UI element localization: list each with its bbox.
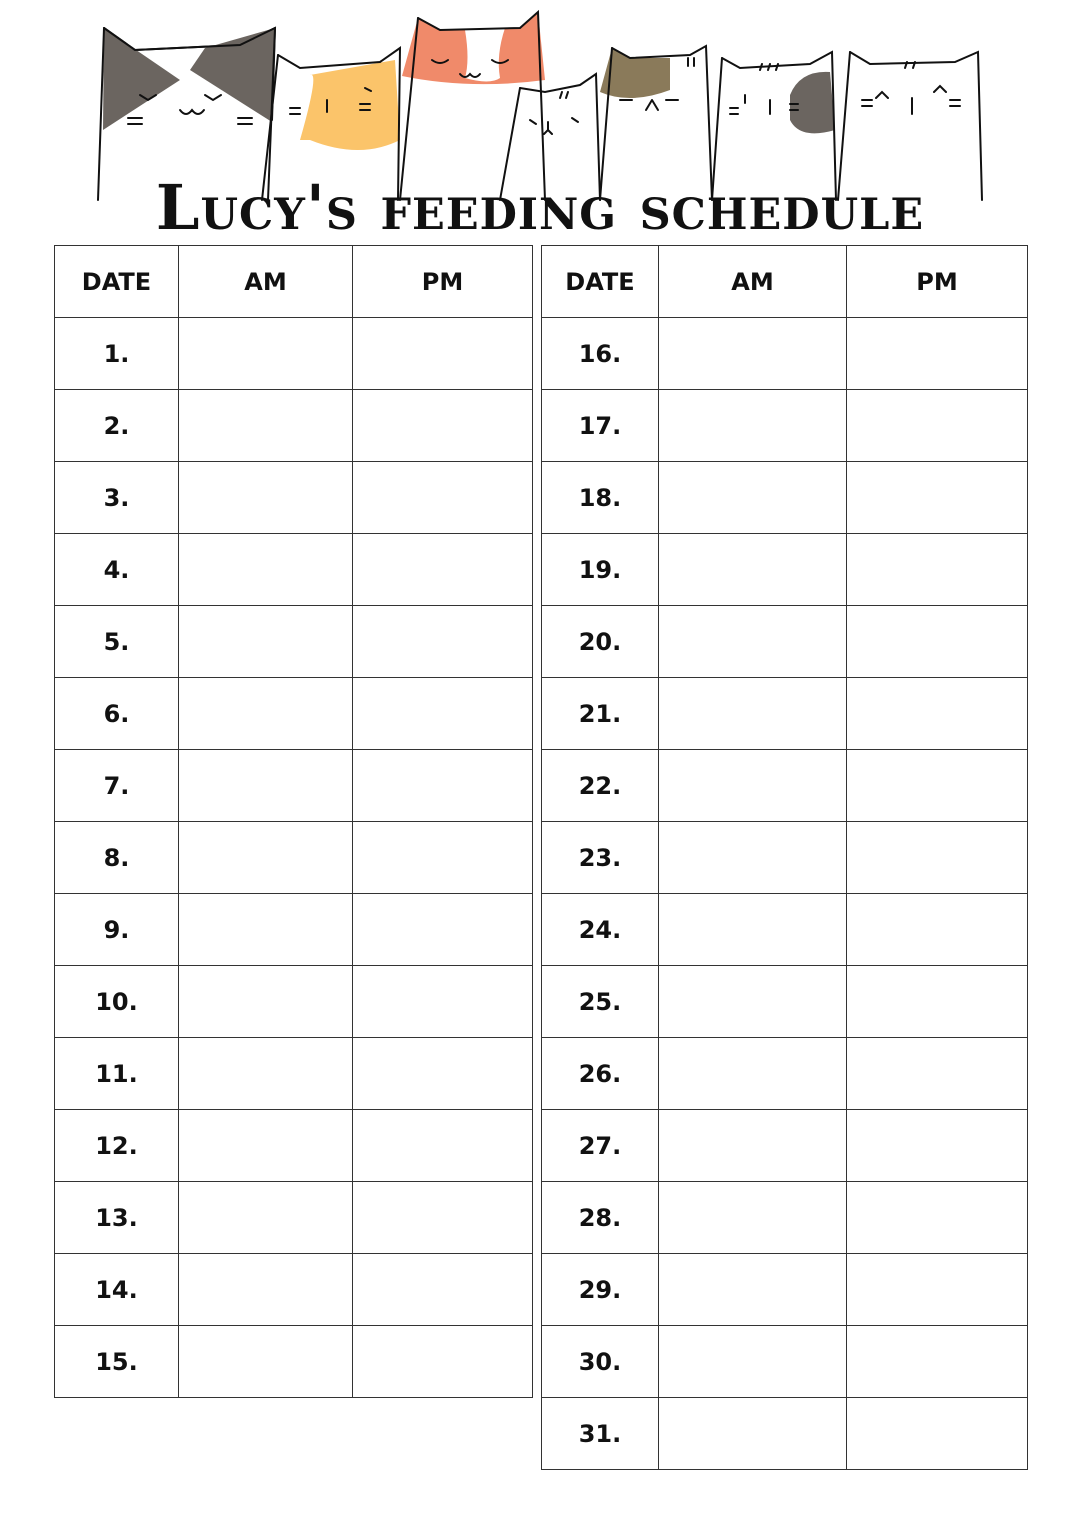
am-cell[interactable]	[659, 318, 847, 390]
table-row	[542, 966, 1028, 1038]
am-cell[interactable]	[659, 1110, 847, 1182]
am-cell[interactable]	[179, 390, 353, 462]
pm-cell[interactable]	[847, 822, 1028, 894]
pm-cell[interactable]	[353, 894, 533, 966]
table-row	[55, 390, 533, 462]
table-row	[542, 606, 1028, 678]
table-row	[542, 822, 1028, 894]
am-cell[interactable]	[179, 606, 353, 678]
pm-cell[interactable]	[847, 966, 1028, 1038]
am-cell[interactable]	[179, 1182, 353, 1254]
date-cell: 25.	[542, 966, 659, 1038]
date-cell: 1.	[55, 318, 179, 390]
pm-cell[interactable]	[353, 966, 533, 1038]
date-cell: 22.	[542, 750, 659, 822]
pm-cell[interactable]	[353, 318, 533, 390]
pm-cell[interactable]	[847, 1038, 1028, 1110]
pm-cell[interactable]	[847, 1254, 1028, 1326]
date-cell: 27.	[542, 1110, 659, 1182]
date-cell: 20.	[542, 606, 659, 678]
table-row	[55, 534, 533, 606]
date-header: DATE	[542, 246, 659, 318]
pm-cell[interactable]	[847, 1398, 1028, 1470]
am-cell[interactable]	[659, 1398, 847, 1470]
pm-cell[interactable]	[353, 1326, 533, 1398]
am-cell[interactable]	[659, 966, 847, 1038]
am-cell[interactable]	[659, 606, 847, 678]
table-row	[55, 318, 533, 390]
am-cell[interactable]	[179, 678, 353, 750]
am-cell[interactable]	[659, 390, 847, 462]
pm-cell[interactable]	[847, 1326, 1028, 1398]
pm-cell[interactable]	[847, 1182, 1028, 1254]
table-row	[542, 534, 1028, 606]
pm-cell[interactable]	[353, 390, 533, 462]
date-cell: 18.	[542, 462, 659, 534]
pm-cell[interactable]	[353, 1182, 533, 1254]
schedule-table-right	[541, 245, 1028, 1470]
am-header: AM	[179, 246, 353, 318]
am-cell[interactable]	[179, 822, 353, 894]
date-cell: 6.	[55, 678, 179, 750]
date-cell: 31.	[542, 1398, 659, 1470]
am-cell[interactable]	[179, 1038, 353, 1110]
am-cell[interactable]	[179, 534, 353, 606]
table-row	[542, 678, 1028, 750]
date-cell: 5.	[55, 606, 179, 678]
pm-header: PM	[847, 246, 1028, 318]
table-row	[542, 1182, 1028, 1254]
pm-cell[interactable]	[353, 822, 533, 894]
table-row	[542, 318, 1028, 390]
table-row	[55, 966, 533, 1038]
table-row	[542, 1110, 1028, 1182]
pm-cell[interactable]	[847, 318, 1028, 390]
date-cell: 24.	[542, 894, 659, 966]
am-cell[interactable]	[659, 1326, 847, 1398]
date-cell: 4.	[55, 534, 179, 606]
pm-cell[interactable]	[847, 462, 1028, 534]
table-row	[542, 894, 1028, 966]
table-row	[542, 1254, 1028, 1326]
date-cell: 21.	[542, 678, 659, 750]
date-cell: 28.	[542, 1182, 659, 1254]
pm-cell[interactable]	[353, 678, 533, 750]
date-cell: 10.	[55, 966, 179, 1038]
header-row	[55, 246, 533, 318]
am-cell[interactable]	[659, 678, 847, 750]
pm-cell[interactable]	[847, 1110, 1028, 1182]
am-cell[interactable]	[179, 750, 353, 822]
date-cell: 13.	[55, 1182, 179, 1254]
am-cell[interactable]	[659, 462, 847, 534]
pm-cell[interactable]	[353, 606, 533, 678]
table-row	[542, 1038, 1028, 1110]
date-cell: 14.	[55, 1254, 179, 1326]
table-row	[55, 1110, 533, 1182]
date-cell: 30.	[542, 1326, 659, 1398]
table-row	[55, 750, 533, 822]
schedule-table-left	[54, 245, 533, 1398]
table-row	[542, 390, 1028, 462]
am-cell[interactable]	[659, 1038, 847, 1110]
date-cell: 7.	[55, 750, 179, 822]
am-cell[interactable]	[179, 1254, 353, 1326]
table-row	[55, 822, 533, 894]
pm-cell[interactable]	[847, 390, 1028, 462]
am-cell[interactable]	[659, 1182, 847, 1254]
am-cell[interactable]	[179, 1326, 353, 1398]
date-cell: 15.	[55, 1326, 179, 1398]
table-row	[542, 1326, 1028, 1398]
pm-cell[interactable]	[847, 750, 1028, 822]
table-row	[55, 678, 533, 750]
pm-header: PM	[353, 246, 533, 318]
date-cell: 17.	[542, 390, 659, 462]
am-cell[interactable]	[179, 966, 353, 1038]
am-cell[interactable]	[179, 1110, 353, 1182]
date-cell: 9.	[55, 894, 179, 966]
date-header: DATE	[55, 246, 179, 318]
table-row	[55, 1182, 533, 1254]
pm-cell[interactable]	[847, 678, 1028, 750]
pm-cell[interactable]	[847, 606, 1028, 678]
am-cell[interactable]	[659, 822, 847, 894]
date-cell: 19.	[542, 534, 659, 606]
date-cell: 29.	[542, 1254, 659, 1326]
header-row	[542, 246, 1028, 318]
table-row	[55, 1038, 533, 1110]
pm-cell[interactable]	[353, 1110, 533, 1182]
page-title: Lucy's feeding schedule	[155, 171, 925, 244]
date-cell: 8.	[55, 822, 179, 894]
date-cell: 11.	[55, 1038, 179, 1110]
pm-cell[interactable]	[353, 462, 533, 534]
table-row	[55, 462, 533, 534]
table-row	[55, 1254, 533, 1326]
am-cell[interactable]	[179, 894, 353, 966]
am-cell[interactable]	[179, 462, 353, 534]
am-cell[interactable]	[179, 318, 353, 390]
table-row	[55, 1326, 533, 1398]
table-row	[55, 894, 533, 966]
date-cell: 2.	[55, 390, 179, 462]
am-cell[interactable]	[659, 534, 847, 606]
table-row	[542, 462, 1028, 534]
pm-cell[interactable]	[847, 534, 1028, 606]
am-cell[interactable]	[659, 750, 847, 822]
date-cell: 12.	[55, 1110, 179, 1182]
table-row	[542, 1398, 1028, 1470]
table-row	[542, 750, 1028, 822]
date-cell: 16.	[542, 318, 659, 390]
date-cell: 26.	[542, 1038, 659, 1110]
date-cell: 3.	[55, 462, 179, 534]
date-cell: 23.	[542, 822, 659, 894]
table-row	[55, 606, 533, 678]
am-cell[interactable]	[659, 894, 847, 966]
pm-cell[interactable]	[847, 894, 1028, 966]
pm-cell[interactable]	[353, 534, 533, 606]
am-header: AM	[659, 246, 847, 318]
am-cell[interactable]	[659, 1254, 847, 1326]
pm-cell[interactable]	[353, 1254, 533, 1326]
pm-cell[interactable]	[353, 1038, 533, 1110]
pm-cell[interactable]	[353, 750, 533, 822]
